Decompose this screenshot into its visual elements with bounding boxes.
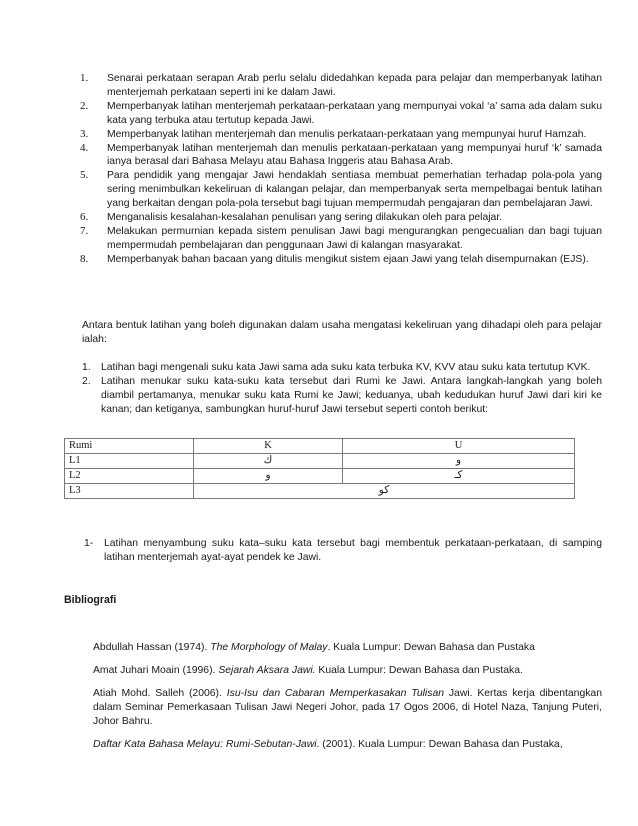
list-item [80,142,602,170]
list-item [82,361,602,375]
recommendation-list [80,72,602,267]
list-item [80,72,602,100]
list-item [80,253,602,267]
cell-u: و [343,454,575,469]
reference-title: The Morphology of Malay [210,642,328,653]
intro-paragraph: Antara bentuk latihan yang boleh digunakan dalam usaha mengatasi kekeliruan yang dihadapi oleh para pelajar ialah: [82,320,602,345]
cell-merged: كو [194,484,575,499]
jawi-conversion-table [64,438,575,499]
list-item [82,375,602,417]
exercise-list [82,361,602,417]
item-text: Menganalisis kesalahan-kesalahan penulisan yang sering dilakukan oleh para pelajar. [107,212,503,224]
list-item [80,100,602,128]
list-item [80,211,602,225]
reference-item [93,687,602,729]
item-text: Latihan menukar suku kata-suku kata tersebut dari Rumi ke Jawi. Antara langkah-langkah yang boleh diambil pertamanya, menukar suku kata Rumi ke Jawi; keduanya, ubah kedudukan huruf Jawi dari kiri ke kanan; dan ketiganya, sambungkan huruf-huruf Jawi tersebut seperti contoh berikut: [101,375,602,415]
reference-details: Kuala Lumpur: Dewan Bahasa dan Pustaka. [315,664,523,676]
reference-item [93,641,602,655]
cell-u: كـ [343,469,575,484]
item-number: 1- [84,538,94,549]
bibliography-heading: Bibliografi [64,594,117,606]
item-number: 1. [80,72,89,84]
list-item [80,225,602,253]
reference-title: Sejarah Aksara Jawi. [218,664,316,676]
item-text: Memperbanyak latihan menterjemah dan menulis perkataan-perkataan yang mempunyai huruf ‘k’ samada ianya berasal dari Bahasa Melayu atau Bahasa Inggeris atau Bahasa Arab. [107,142,602,168]
table-row [65,484,575,499]
reference-list [93,641,602,760]
join-exercise-item [82,537,602,565]
list-item [80,169,602,211]
row-label: L3 [65,484,194,499]
row-label: L1 [65,454,194,469]
reference-item [93,738,602,752]
item-text: Senarai perkataan serapan Arab perlu selalu didedahkan kepada para pelajar dan memperbanyak latihan menterjemah perkataan seperti ini ke dalam Jawi. [107,73,602,98]
item-text: Para pendidik yang mengajar Jawi hendaklah sentiasa membuat pemerhatian terhadap pola-pola yang sering menimbulkan kekeliruan di kalangan pelajar, dan memperbanyak serta mempelbagai bentuk latihan yang berkaitan dengan pola-pola tersebut bagi tujuan mempermudah pengajaran dan pembelajaran Jawi. [107,170,602,210]
cell-k: و [194,469,343,484]
item-number: 8. [80,252,89,265]
table-row [65,454,575,469]
item-text: Melakukan permurnian kepada sistem penulisan Jawi bagi mengurangkan pengecualian dan bagi tujuan mempermudah pembelajaran dan penggunaan Jawi di kalangan masyarakat. [107,225,602,251]
item-number: 6. [80,211,89,224]
item-number: 1. [82,362,91,373]
header-k: K [194,439,343,454]
reference-title: Isu-Isu dan Cabaran Memperkasakan Tulisan [226,687,444,699]
item-text: Latihan menyambung suku kata–suku kata tersebut bagi membentuk perkataan-perkataan, di samping latihan menterjemah ayat-ayat pendek ke Jawi. [104,538,602,563]
item-text: Latihan bagi mengenali suku kata Jawi sama ada suku kata terbuka KV, KVV atau suku kata tertutup KVK. [101,362,591,373]
row-label: L2 [65,469,194,484]
reference-details: Jawi. Kertas kerja dibentangkan dalam Seminar Pemerkasaan Tulisan Jawi Negeri Johor, pada 17 Ogos 2006, di Hotel Naza, Tanjung Puteri, Johor Bahru. [93,687,602,727]
item-number: 5. [80,169,89,182]
reference-details: . Kuala Lumpur: Dewan Bahasa dan Pustaka [327,642,535,653]
item-number: 4. [80,141,89,154]
item-number: 2. [82,375,91,387]
item-text: Memperbanyak latihan menterjemah dan menulis perkataan-perkataan yang mempunyai huruf Hamzah. [107,128,587,140]
item-number: 2. [80,99,89,112]
table-row [65,469,575,484]
reference-item [93,664,602,678]
reference-title: Daftar Kata Bahasa Melayu: Rumi-Sebutan-Jawi [93,738,317,750]
reference-author: Abdullah Hassan (1974). [93,642,211,653]
header-rumi: Rumi [65,439,194,454]
reference-details: . (2001). Kuala Lumpur: Dewan Bahasa dan Pustaka, [316,738,563,750]
item-number: 3. [80,127,89,140]
list-item [80,128,602,142]
header-u: U [343,439,575,454]
item-text: Memperbanyak bahan bacaan yang ditulis mengikut sistem ejaan Jawi yang telah disempurnakan (EJS). [107,253,589,265]
item-text: Memperbanyak latihan menterjemah perkataan-perkataan yang mempunyai vokal ‘a’ sama ada dalam suku kata yang terbuka atau tertutup kepada Jawi. [107,100,602,126]
item-number: 7. [80,224,89,237]
table-header-row [65,439,575,454]
reference-author: Atiah Mohd. Salleh (2006). [93,687,227,699]
cell-k: ك [194,454,343,469]
reference-author: Amat Juhari Moain (1996). [93,664,219,676]
